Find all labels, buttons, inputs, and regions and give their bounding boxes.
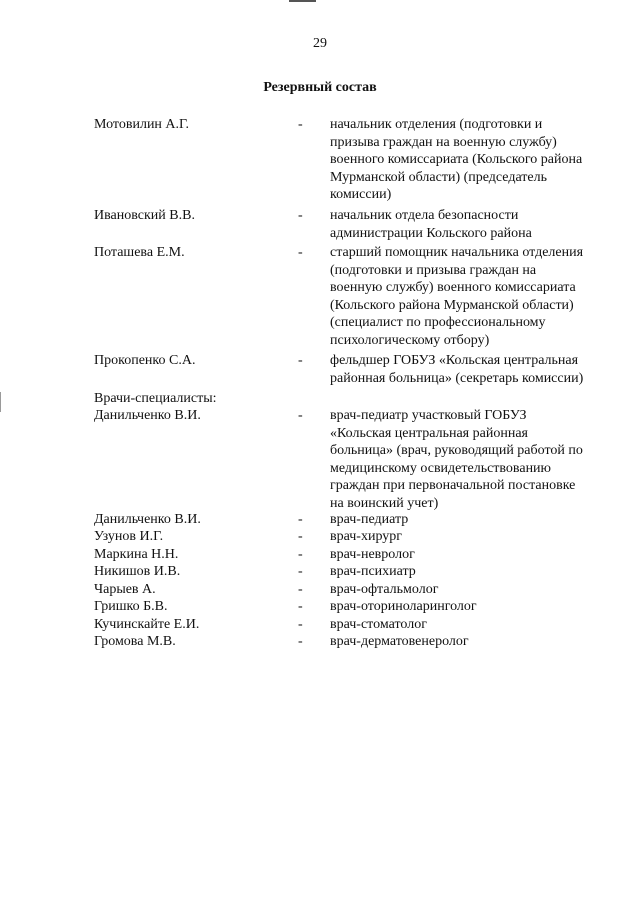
member-role-line: врач-офтальмолог bbox=[330, 582, 439, 597]
member-role-line: больница» (врач, руководящий работой по bbox=[330, 443, 583, 458]
member-dash: - bbox=[298, 512, 303, 527]
member-role-line: старший помощник начальника отделения bbox=[330, 245, 584, 260]
member-role-line: врач-хирург bbox=[330, 529, 403, 544]
member-role-line: военного комиссариата (Кольского района bbox=[330, 152, 583, 167]
member-role bbox=[330, 563, 615, 581]
member-role-line: комиссии) bbox=[330, 187, 392, 202]
member-role bbox=[330, 581, 615, 599]
page-number: 29 bbox=[313, 36, 327, 51]
member-role-line: (Кольского района Мурманской области) bbox=[330, 297, 574, 313]
member-name: Прокопенко С.А. bbox=[94, 353, 196, 368]
member-role bbox=[330, 616, 615, 634]
member-role bbox=[330, 207, 615, 242]
member-role-line: Мурманской области) (председатель bbox=[330, 169, 548, 185]
member-dash: - bbox=[298, 547, 303, 562]
member-role bbox=[330, 352, 615, 387]
member-role bbox=[330, 511, 615, 529]
member-role-line: администрации Кольского района bbox=[330, 225, 532, 241]
member-role-line: врач-стоматолог bbox=[330, 617, 427, 632]
member-dash: - bbox=[298, 245, 303, 260]
member-dash: - bbox=[298, 117, 303, 132]
member-name: Маркина Н.Н. bbox=[94, 547, 179, 562]
member-name: Узунов И.Г. bbox=[94, 529, 164, 544]
member-name: Гришко Б.В. bbox=[94, 599, 168, 614]
member-role-line: (подготовки и призыва граждан на bbox=[330, 262, 537, 278]
member-name: Никишов И.В. bbox=[94, 564, 181, 579]
member-role-line: фельдшер ГОБУЗ «Кольская центральная bbox=[330, 353, 579, 368]
member-dash: - bbox=[298, 599, 303, 614]
member-role-line: врач-оториноларинголог bbox=[330, 599, 477, 614]
scan-margin-mark bbox=[0, 392, 1, 412]
section-title: Резервный состав bbox=[263, 80, 377, 95]
member-name: Мотовилин А.Г. bbox=[94, 117, 190, 132]
member-role-line: призыва граждан на военную службу) bbox=[330, 134, 557, 150]
member-role bbox=[330, 407, 615, 512]
member-name: Чарыев А. bbox=[94, 582, 156, 597]
member-role-line: «Кольская центральная районная bbox=[330, 425, 528, 441]
member-role bbox=[330, 116, 615, 204]
member-dash: - bbox=[298, 208, 303, 223]
member-role bbox=[330, 546, 615, 564]
member-name: Поташева Е.М. bbox=[94, 245, 185, 260]
member-role-line: психологическому отбору) bbox=[330, 332, 490, 348]
member-role-line: (специалист по профессиональному bbox=[330, 315, 546, 330]
member-role-line: врач-педиатр bbox=[330, 512, 409, 527]
member-role-line: начальник отделения (подготовки и bbox=[330, 117, 543, 132]
member-role bbox=[330, 633, 615, 651]
member-name: Громова М.В. bbox=[94, 634, 176, 649]
member-role bbox=[330, 244, 615, 349]
member-dash: - bbox=[298, 529, 303, 544]
member-name: Данильченко В.И. bbox=[94, 408, 201, 423]
member-dash: - bbox=[298, 617, 303, 632]
member-role-line: врач-психиатр bbox=[330, 564, 416, 579]
member-role-line: военную службу) военного комиссариата bbox=[330, 280, 576, 295]
member-role-line: врач-невролог bbox=[330, 547, 415, 562]
member-role-line: врач-педиатр участковый ГОБУЗ bbox=[330, 408, 527, 423]
member-name: Кучинскайте Е.И. bbox=[94, 617, 200, 632]
member-dash: - bbox=[298, 634, 303, 649]
member-role bbox=[330, 598, 615, 616]
member-dash: - bbox=[298, 353, 303, 368]
member-role-line: граждан при первоначальной постановке bbox=[330, 478, 576, 493]
member-role bbox=[330, 528, 615, 546]
member-role-line: врач-дерматовенеролог bbox=[330, 634, 469, 649]
member-role-line: начальник отдела безопасности bbox=[330, 208, 519, 223]
member-name: Ивановский В.В. bbox=[94, 208, 195, 223]
member-dash: - bbox=[298, 582, 303, 597]
specialists-heading: Врачи-специалисты: bbox=[94, 391, 217, 406]
member-name: Данильченко В.И. bbox=[94, 512, 201, 527]
member-role-line: медицинскому освидетельствованию bbox=[330, 460, 552, 476]
member-role-line: районная больница» (секретарь комиссии) bbox=[330, 370, 584, 386]
scan-top-rule bbox=[289, 0, 316, 2]
member-dash: - bbox=[298, 408, 303, 423]
member-dash: - bbox=[298, 564, 303, 579]
member-role-line: на воинский учет) bbox=[330, 495, 439, 511]
